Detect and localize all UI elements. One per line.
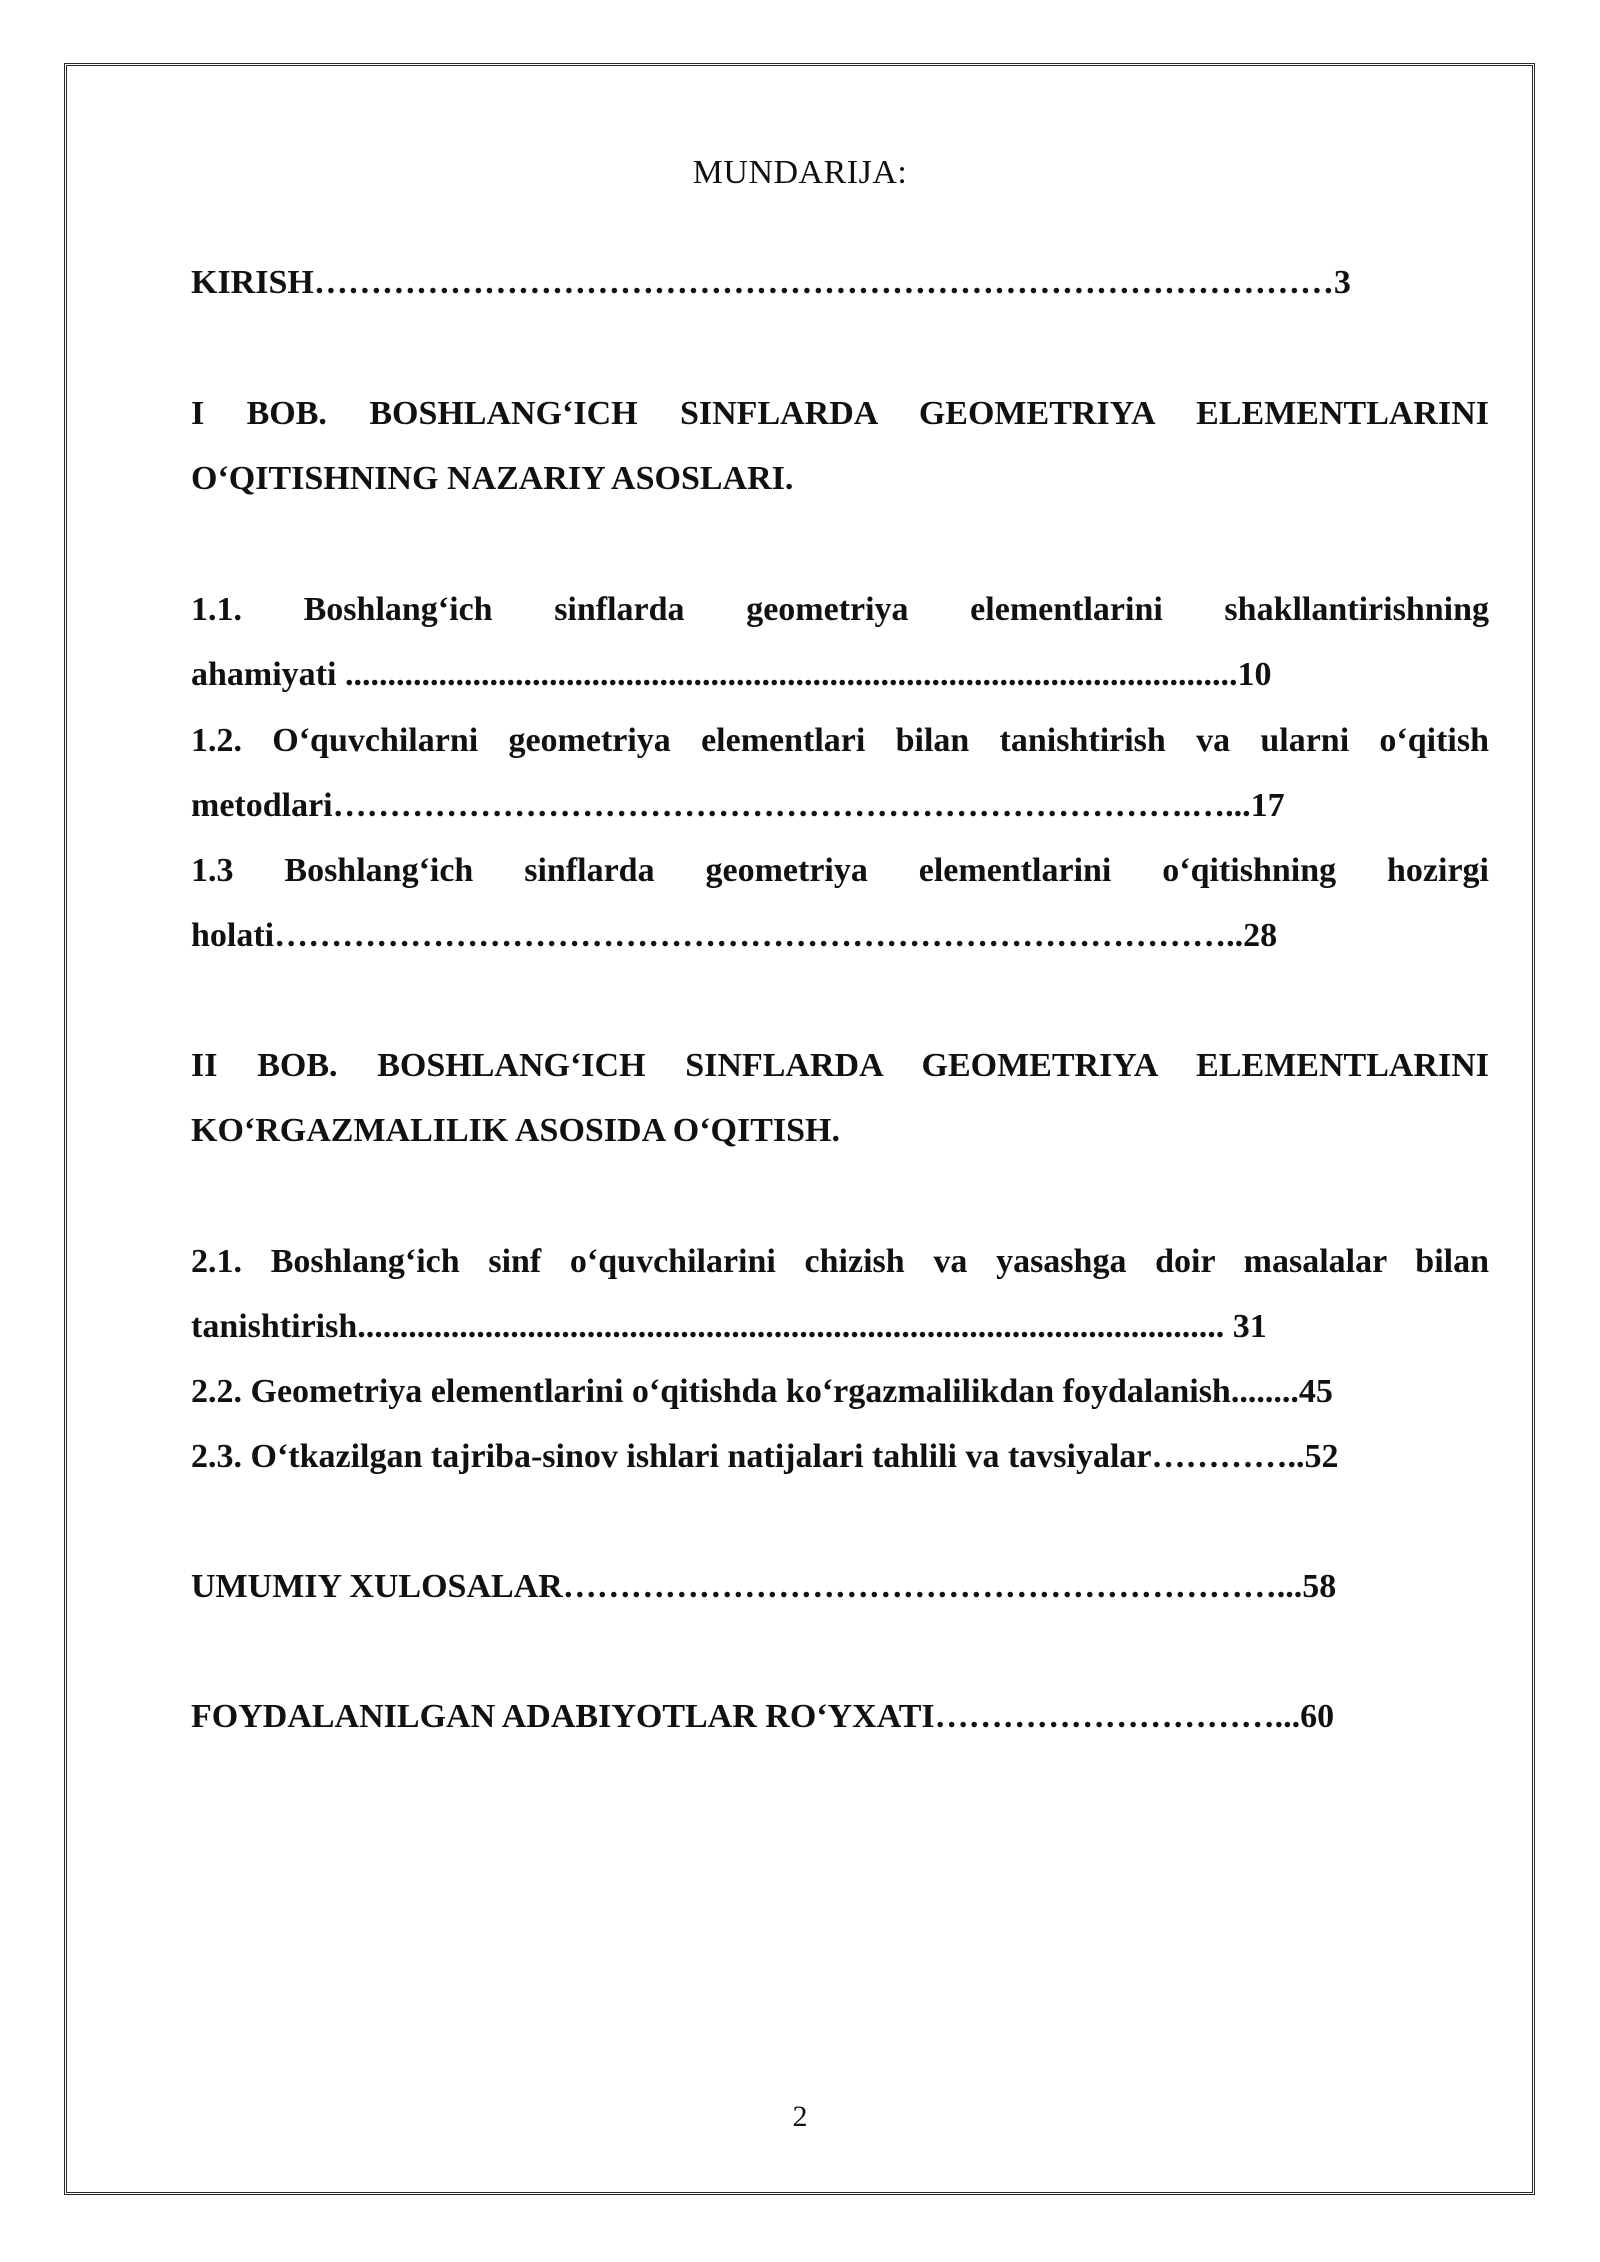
toc-section-2-1-line-1: 2.1. Boshlang‘ich sinf o‘quvchilarini chizish va yasashga doir masalalar bilan [191,1243,1489,1280]
toc-section-2-3: 2.3. O‘tkazilgan tajriba-sinov ishlari natijalari tahlili va tavsiyalar…………..52 [191,1438,1339,1475]
toc-entry-xulosa: UMUMIY XULOSALAR………………………………………………………...58 [191,1568,1337,1605]
toc-chapter-1-line-1: I BOB. BOSHLANG‘ICH SINFLARDA GEOMETRIYA ELEMENTLARINI [191,395,1489,432]
toc-chapter-2-line-2: KO‘RGAZMALILIK ASOSIDA O‘QITISH. [191,1112,840,1149]
toc-section-1-1-line-2: ahamiyati .........................................................................................................10 [191,656,1272,693]
toc-section-2-2: 2.2. Geometriya elementlarini o‘qitishda ko‘rgazmalilikdan foydalanish........45 [191,1373,1333,1410]
toc-section-1-3-line-1: 1.3 Boshlang‘ich sinflarda geometriya elementlarini o‘qitishning hozirgi [191,852,1489,889]
toc-entry-adabiyot: FOYDALANILGAN ADABIYOTLAR RO‘YXATI…………………………...60 [191,1698,1335,1735]
toc-section-1-2-line-2: metodlari………………………………………………………………….…...17 [191,787,1285,824]
toc-section-1-2-line-1: 1.2. O‘quvchilarni geometriya elementlari bilan tanishtirish va ularni o‘qitish [191,722,1489,759]
toc-chapter-1-line-2: O‘QITISHNING NAZARIY ASOSLARI. [191,460,794,497]
toc-section-1-3-line-2: holati…………………………………………………………………………..28 [191,917,1278,954]
toc-entry-kirish: KIRISH………………………………………………………………………………3 [191,264,1351,301]
toc-chapter-2-line-1: II BOB. BOSHLANG‘ICH SINFLARDA GEOMETRIYA ELEMENTLARINI [191,1047,1489,1084]
page-number: 2 [792,2100,808,2133]
toc-section-1-1-line-1: 1.1. Boshlang‘ich sinflarda geometriya elementlarini shakllantirishning [191,591,1489,628]
page-title: MUNDARIJA: [692,154,908,191]
toc-section-2-1-line-2: tanishtirish...................................................................................................... 31 [191,1308,1267,1345]
